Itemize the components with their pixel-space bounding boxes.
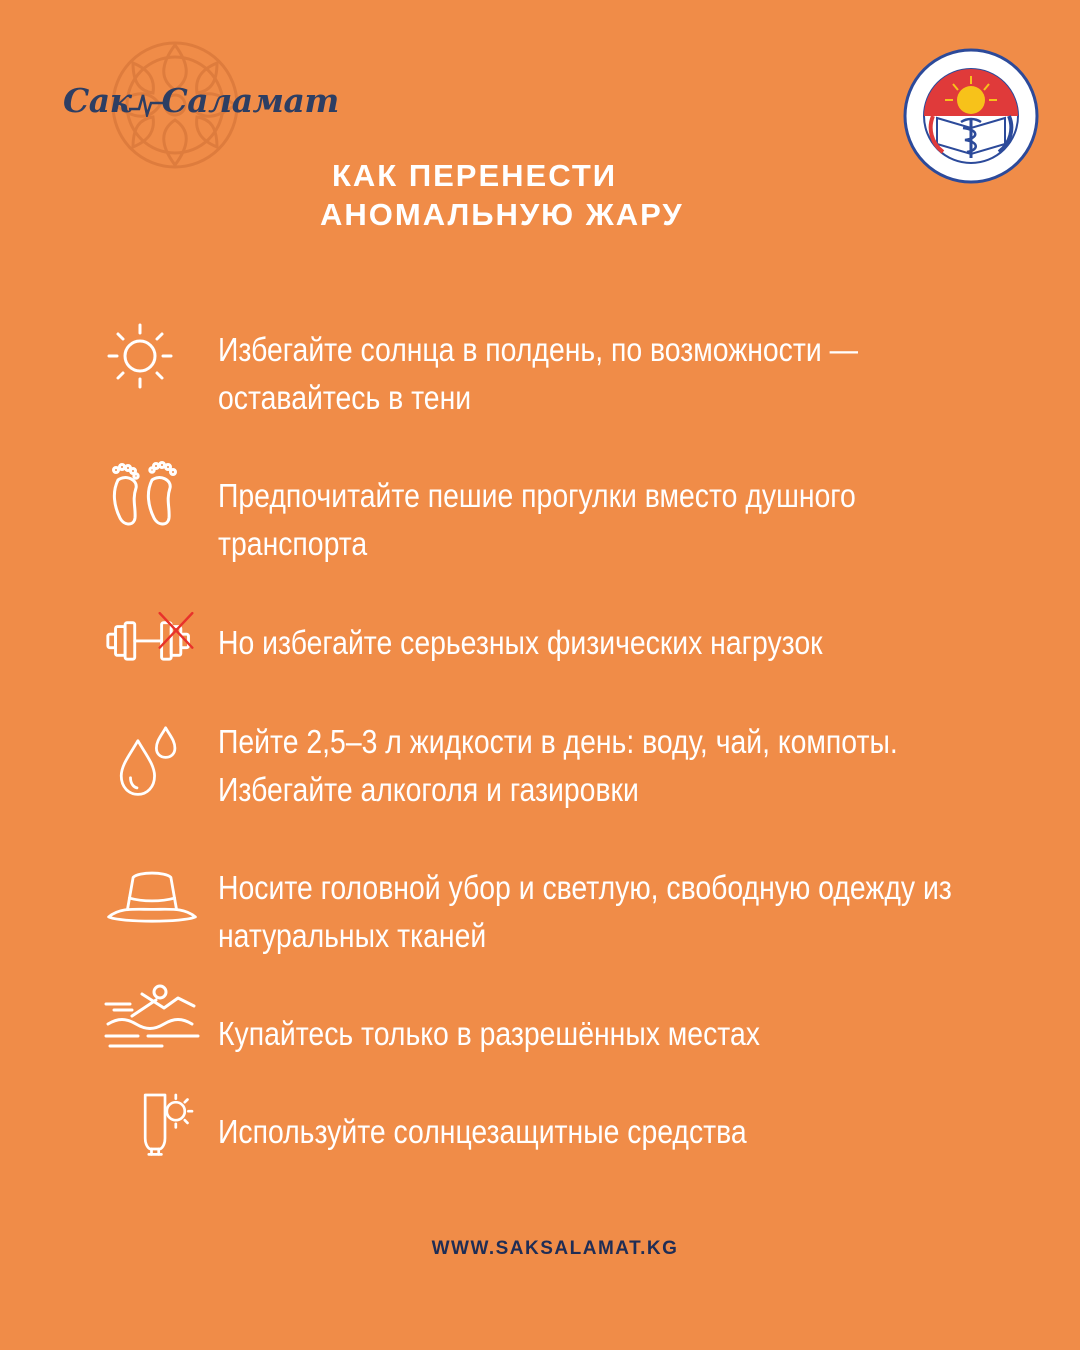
- bucket-hat-icon: [104, 866, 200, 932]
- tip-text: Но избегайте серьезных физических нагрузок: [218, 624, 823, 661]
- water-drops-icon: [112, 720, 186, 804]
- tip-text: Используйте солнцезащитные средства: [218, 1113, 747, 1150]
- title-line-2: АНОМАЛЬНУЮ ЖАРУ: [320, 197, 684, 232]
- sun-icon: [105, 321, 175, 391]
- footprints-icon: [104, 458, 184, 538]
- crossed-dumbbell-icon: [104, 611, 200, 669]
- tip-text: Избегайте солнца в полдень, по возможности — оставайтесь в тени: [218, 331, 858, 416]
- logo-wordmark: Сак Саламат: [63, 81, 339, 120]
- tip-text: Предпочитайте пешие прогулки вместо душного транспорта: [218, 477, 856, 562]
- sunscreen-icon: [138, 1086, 210, 1158]
- title-line-1: КАК ПЕРЕНЕСТИ: [332, 158, 618, 193]
- website-link[interactable]: WWW.SAKSALAMAT.KG: [431, 1238, 679, 1259]
- swimmer-icon: [102, 980, 202, 1050]
- tip-text: Купайтесь только в разрешённых местах: [218, 1015, 760, 1052]
- tip-text: Носите головной убор и светлую, свободную одежду из натуральных тканей: [218, 869, 952, 954]
- tip-text: Пейте 2,5–3 л жидкости в день: воду, чай, компоты. Избегайте алкоголя и газировки: [218, 723, 898, 808]
